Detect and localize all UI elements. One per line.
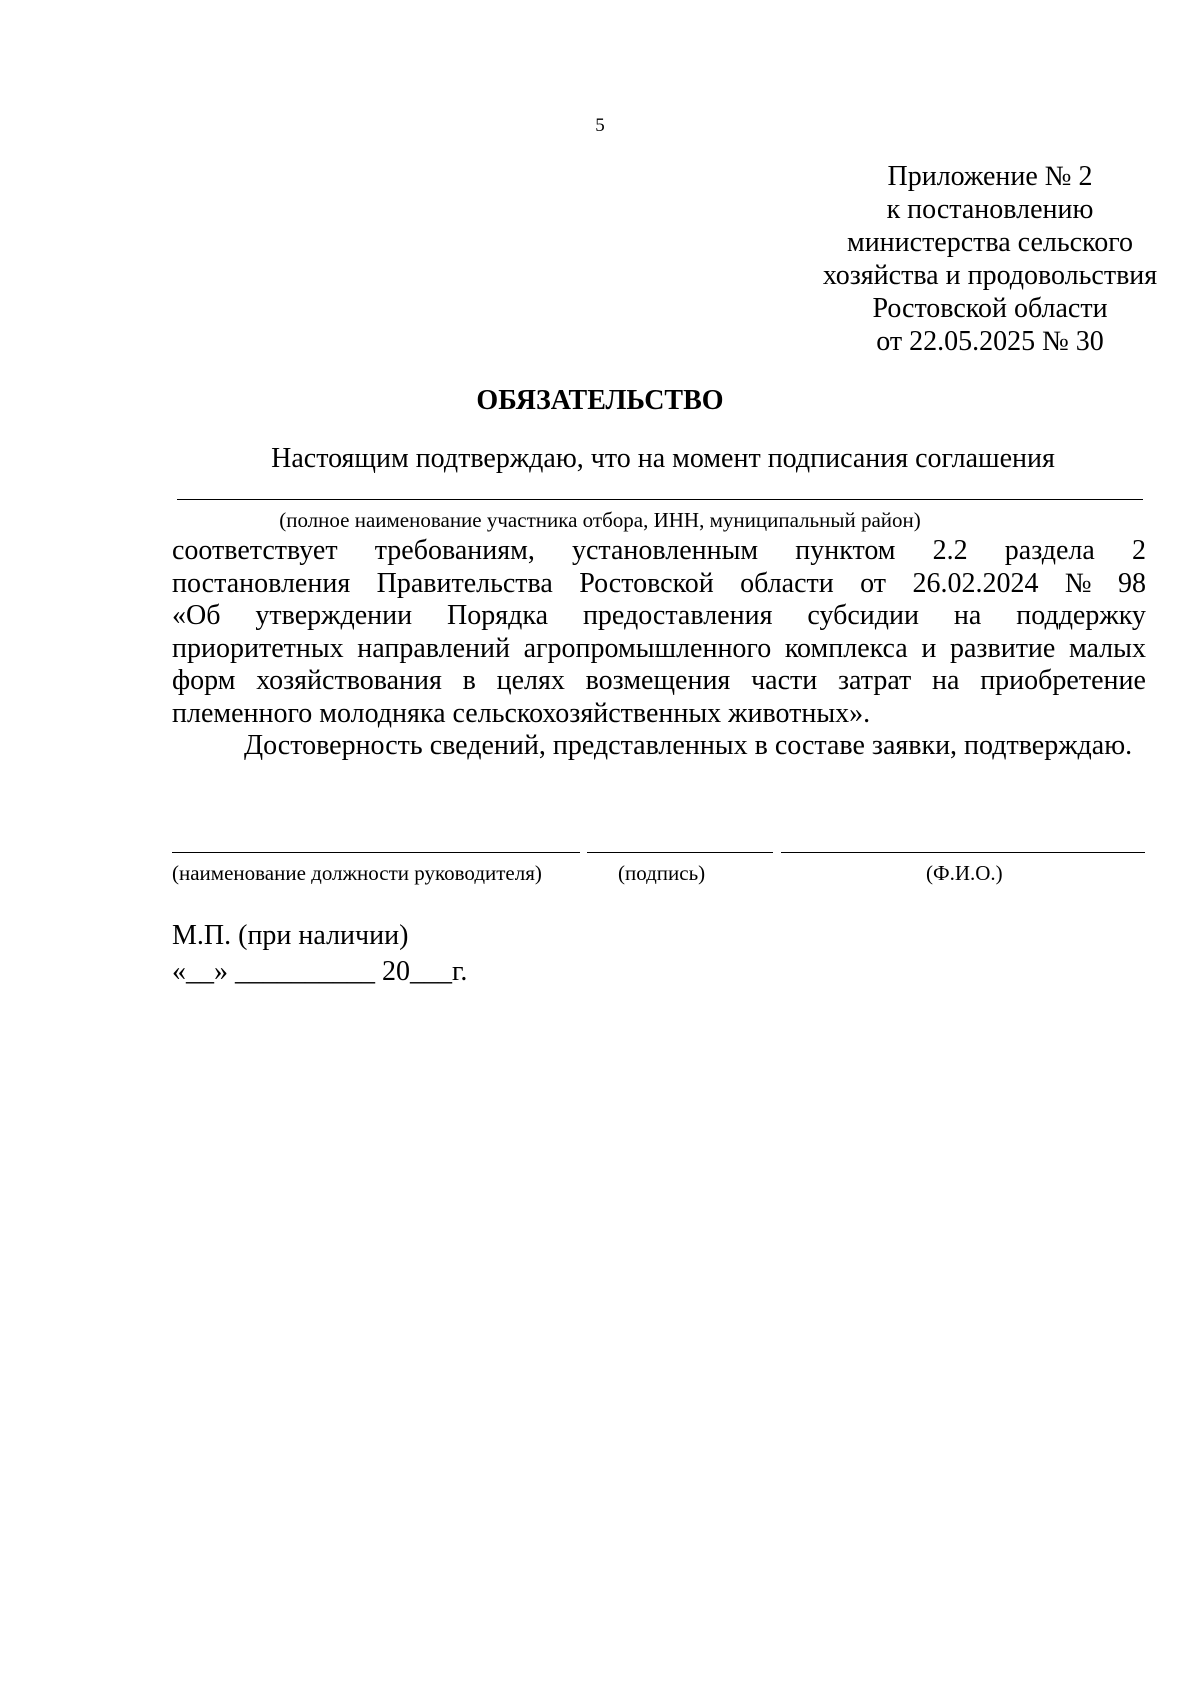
body-word: соответствует xyxy=(172,535,338,566)
body-word: поддержку xyxy=(1016,600,1146,631)
body-line xyxy=(172,600,1146,633)
body-word: затрат xyxy=(837,665,912,696)
body-word: № xyxy=(1064,567,1092,599)
body-word: субсидии xyxy=(807,600,919,631)
body-line xyxy=(172,665,1146,698)
appendix-line: хозяйства и продовольствия xyxy=(822,260,1158,291)
body-word: от xyxy=(860,567,887,599)
body-word: раздела xyxy=(1004,535,1095,566)
body-line xyxy=(172,535,1146,568)
appendix-line: министерства сельского xyxy=(846,227,1134,258)
body-line xyxy=(172,633,1146,666)
body-word: требованиям, xyxy=(374,535,535,566)
name-caption: (Ф.И.О.) xyxy=(926,861,1003,885)
body-word: комплекса xyxy=(784,632,908,664)
body-line-last: племенного молодняка сельскохозяйственных животных». xyxy=(172,697,871,729)
appendix-line: к постановлению xyxy=(886,194,1094,225)
body-word: предоставления xyxy=(582,600,773,631)
body-word: области xyxy=(740,567,834,599)
body-word: пунктом xyxy=(795,535,896,566)
seal-block xyxy=(172,918,467,990)
appendix-line: Ростовской области xyxy=(872,293,1108,324)
body-word: Ростовской xyxy=(579,567,714,599)
body-word: 98 xyxy=(1117,567,1146,599)
body-word: части xyxy=(751,665,818,696)
body-word: агропромышленного xyxy=(523,632,772,664)
body-word: развитие xyxy=(950,632,1056,664)
participant-caption: (полное наименование участника отбора, ИНН, муниципальный район) xyxy=(279,508,921,532)
body-word: возмещения xyxy=(585,665,731,696)
position-fill-line xyxy=(172,852,580,853)
appendix-line: Приложение № 2 xyxy=(887,161,1093,192)
body-word: на xyxy=(953,600,982,631)
signature-fill-line xyxy=(587,852,773,853)
body-word: приоритетных xyxy=(172,632,344,664)
body-word: 2 xyxy=(1131,535,1146,566)
body-word: форм xyxy=(172,665,236,696)
body-word: 26.02.2024 xyxy=(912,567,1039,599)
body-word: Порядка xyxy=(447,600,548,631)
body-word: малых xyxy=(1068,632,1146,664)
body-word: направлений xyxy=(357,632,510,664)
position-caption: (наименование должности руководителя) xyxy=(172,861,542,885)
date-line: «__» __________ 20___г. xyxy=(172,956,468,987)
body-word: Правительства xyxy=(376,567,553,599)
obligation-body xyxy=(172,535,1146,763)
appendix-header xyxy=(780,160,1200,358)
name-fill-line xyxy=(781,852,1145,853)
body-word: и xyxy=(921,632,937,664)
appendix-line: от 22.05.2025 № 30 xyxy=(876,326,1104,357)
body-word: 2.2 xyxy=(932,535,968,566)
body-word: установленным xyxy=(571,535,759,566)
document-title: ОБЯЗАТЕЛЬСТВО xyxy=(476,385,724,416)
intro-text: Настоящим подтверждаю, что на момент подписания соглашения xyxy=(271,443,1055,474)
participant-fill-line xyxy=(177,499,1143,500)
seal-label: М.П. (при наличии) xyxy=(172,920,409,951)
body-line xyxy=(172,568,1146,601)
body-word: целях xyxy=(496,665,565,696)
body-word: в xyxy=(462,665,476,696)
body-word: на xyxy=(932,665,960,696)
body-word: «Об xyxy=(172,600,221,631)
page-number: 5 xyxy=(595,115,605,136)
body-word: утверждении xyxy=(255,600,413,631)
body-word: приобретение xyxy=(980,665,1146,696)
confirmation-text: Достоверность сведений, представленных в составе заявки, подтверждаю. xyxy=(244,730,1133,761)
signature-caption: (подпись) xyxy=(618,861,706,885)
body-word: постановления xyxy=(172,567,351,599)
body-word: хозяйствования xyxy=(256,665,442,696)
